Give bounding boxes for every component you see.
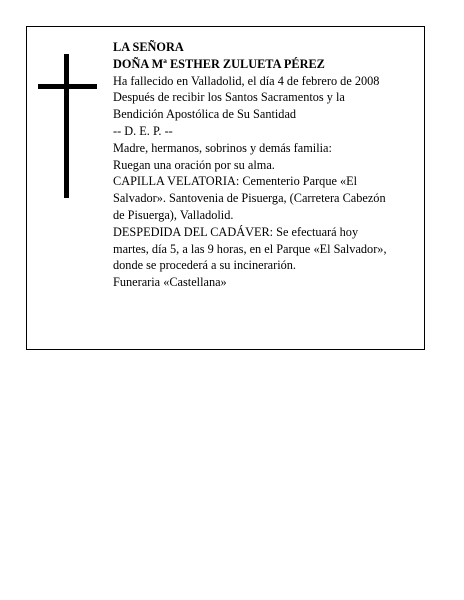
funeral-home-line: Funeraria «Castellana»	[113, 275, 227, 290]
cross-vertical-bar	[64, 54, 69, 198]
farewell-line-3: donde se procederá a su incinerarión.	[113, 258, 297, 273]
obituary-text	[113, 39, 419, 291]
family-line: Madre, hermanos, sobrinos y demás familia:	[113, 140, 332, 155]
honorific-heading: LA SEÑORA	[113, 40, 184, 54]
cross-horizontal-bar	[38, 84, 97, 89]
farewell-line-1: DESPEDIDA DEL CADÁVER: Se efectuará hoy	[113, 224, 359, 239]
deceased-name: DOÑA Mª ESTHER ZULUETA PÉREZ	[113, 56, 325, 71]
death-statement: Ha fallecido en Valladolid, el día 4 de febrero de 2008	[113, 73, 380, 88]
chapel-line-2: Salvador». Santovenia de Pisuerga, (Carretera Cabezón	[113, 191, 386, 206]
farewell-line-2: martes, día 5, a las 9 horas, en el Parque «El Salvador»,	[113, 241, 387, 256]
prayer-request-line: Ruegan una oración por su alma.	[113, 157, 275, 172]
rip-line: -- D. E. P. --	[113, 123, 173, 138]
obituary-notice	[26, 26, 425, 350]
chapel-line-3: de Pisuerga), Valladolid.	[113, 207, 234, 222]
sacraments-line: Después de recibir los Santos Sacramentos y la	[113, 90, 345, 105]
blessing-line: Bendición Apostólica de Su Santidad	[113, 107, 297, 122]
chapel-line-1: CAPILLA VELATORIA: Cementerio Parque «El	[113, 174, 358, 189]
